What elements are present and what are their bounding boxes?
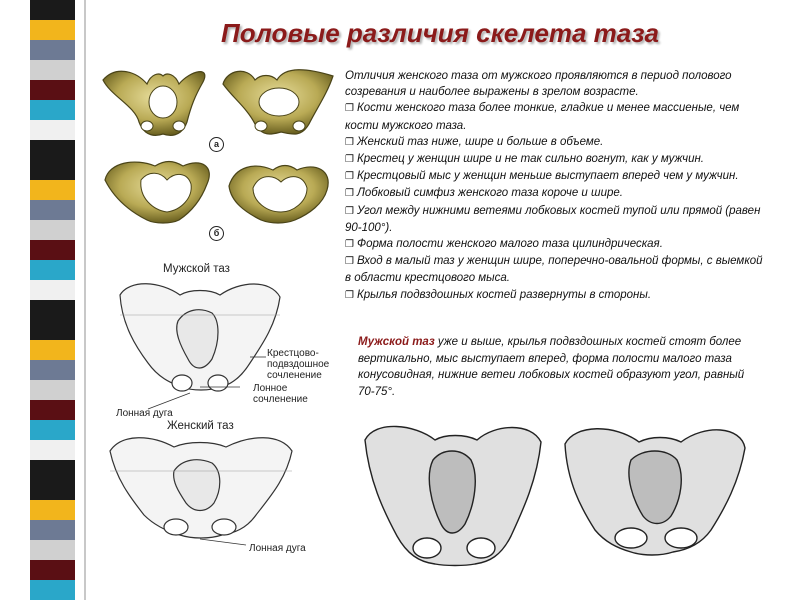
bullet-text: Крестец у женщин шире и не так сильно вогнут, как у мужчин. bbox=[356, 153, 704, 166]
stripe-segment bbox=[30, 540, 75, 560]
pelvis-schematic-figure bbox=[100, 275, 340, 565]
bullet-item bbox=[345, 100, 770, 133]
pelvis-engraving-figure bbox=[355, 420, 750, 570]
stripe-segment bbox=[30, 280, 75, 300]
sacroiliac-label bbox=[267, 348, 329, 381]
male-pelvis-front-photo bbox=[103, 71, 205, 135]
bullet-item bbox=[345, 287, 770, 304]
pelvis-photo-figure bbox=[95, 62, 340, 252]
checkbox-bullet-icon: ❐ bbox=[345, 103, 354, 115]
figure-letter-a: а bbox=[209, 137, 224, 152]
stripe-segment bbox=[30, 340, 75, 360]
bullet-text: Крылья подвздошных костей развернуты в стороны. bbox=[356, 288, 652, 301]
female-pelvis-schematic bbox=[110, 438, 292, 538]
checkbox-bullet-icon: ❐ bbox=[345, 136, 354, 148]
bullet-item bbox=[345, 185, 770, 202]
stripe-segment bbox=[30, 300, 75, 320]
pubic-arch-label-top: Лонная дуга bbox=[116, 408, 173, 419]
stripe-segment bbox=[30, 500, 75, 520]
stripe-segment bbox=[30, 240, 75, 260]
stripe-segment bbox=[30, 260, 75, 280]
bullet-item bbox=[345, 151, 770, 168]
stripe-segment bbox=[30, 120, 75, 140]
female-pelvis-engraving bbox=[565, 429, 745, 555]
stripe-segment bbox=[30, 200, 75, 220]
bullet-item bbox=[345, 236, 770, 253]
sacroiliac-label-line: Крестцово- bbox=[267, 348, 319, 359]
male-pelvis-note-text: уже и выше, крылья подвздошных костей стоят более вертикально, мыс выступает вперед, форма полости малого таза конусовидная, нижние ветеи лобковых костей образуют угол, равный 70-75°. bbox=[358, 336, 745, 398]
bullet-text: Форма полости женского малого таза цилиндрическая. bbox=[356, 238, 663, 251]
leader-line bbox=[200, 539, 246, 545]
stripe-segment bbox=[30, 460, 75, 480]
female-pelvis-front-photo bbox=[223, 70, 333, 134]
intro-paragraph: Отличия женского таза от мужского проявляются в период полового созревания и наиболее выражены в зрелом возрасте. bbox=[345, 70, 732, 99]
stripe-segment bbox=[30, 360, 75, 380]
stripe-segment bbox=[30, 440, 75, 460]
stripe-segment bbox=[30, 400, 75, 420]
bullet-item bbox=[345, 203, 770, 236]
male-pelvis-schematic bbox=[120, 284, 280, 391]
stripe-segment bbox=[30, 520, 75, 540]
checkbox-bullet-icon: ❐ bbox=[345, 188, 354, 200]
male-pelvis-note-lead: Мужской таз bbox=[358, 336, 435, 348]
decorative-stripe-bar bbox=[30, 0, 75, 600]
bullet-text: Женский таз ниже, шире и больше в объеме. bbox=[356, 135, 604, 148]
pubic-symphysis-label-line: Лонное bbox=[253, 383, 288, 394]
stripe-segment bbox=[30, 80, 75, 100]
differences-text bbox=[345, 68, 770, 304]
stripe-segment bbox=[30, 220, 75, 240]
female-pelvis-heading: Женский таз bbox=[167, 420, 234, 432]
bullet-item bbox=[345, 253, 770, 286]
page-title: Половые различия скелета таза bbox=[221, 18, 659, 48]
bullet-text: Кости женского таза более тонкие, гладкие и менее массиеные, чем кости мужского таза. bbox=[345, 102, 740, 132]
bullet-item bbox=[345, 134, 770, 151]
checkbox-bullet-icon: ❐ bbox=[345, 154, 354, 166]
sacroiliac-label-line: сочленение bbox=[267, 370, 322, 381]
stripe-segment bbox=[30, 20, 75, 40]
stripe-segment bbox=[30, 100, 75, 120]
stripe-segment bbox=[30, 420, 75, 440]
pubic-arch-label-bottom: Лонная дуга bbox=[249, 543, 306, 554]
bullet-item bbox=[345, 168, 770, 185]
checkbox-bullet-icon: ❐ bbox=[345, 256, 354, 268]
checkbox-bullet-icon: ❐ bbox=[345, 289, 354, 301]
figure-letter-b: б bbox=[209, 226, 224, 241]
stripe-segment bbox=[30, 60, 75, 80]
leader-line bbox=[148, 393, 190, 409]
bullet-text: Угол между нижними ветеями лобковых костей тупой или прямой (равен 90-100°). bbox=[345, 204, 761, 234]
female-pelvis-top-photo bbox=[229, 166, 328, 224]
divider-line bbox=[84, 0, 86, 600]
bullet-text: Лобковый симфиз женского таза короче и шире. bbox=[356, 187, 623, 200]
stripe-segment bbox=[30, 160, 75, 180]
sacroiliac-label-line: подвздошное bbox=[267, 359, 330, 370]
male-pelvis-heading: Мужской таз bbox=[163, 263, 230, 275]
bullet-text: Вход в малый таз у женщин шире, поперечно-овальной формы, с выемкой в области крестцового мыса. bbox=[345, 255, 763, 285]
stripe-segment bbox=[30, 40, 75, 60]
stripe-segment bbox=[30, 560, 75, 580]
male-pelvis-note bbox=[358, 334, 758, 400]
pubic-symphysis-label bbox=[253, 383, 308, 405]
stripe-segment bbox=[30, 0, 75, 20]
male-pelvis-top-photo bbox=[105, 162, 209, 224]
checkbox-bullet-icon: ❐ bbox=[345, 171, 354, 183]
stripe-segment bbox=[30, 480, 75, 500]
stripe-segment bbox=[30, 380, 75, 400]
stripe-segment bbox=[30, 180, 75, 200]
male-pelvis-engraving bbox=[365, 426, 541, 565]
checkbox-bullet-icon: ❐ bbox=[345, 239, 354, 251]
stripe-segment bbox=[30, 580, 75, 600]
pubic-symphysis-label-line: сочленение bbox=[253, 394, 308, 405]
bullet-text: Крестцовый мыс у женщин меньше выступает вперед чем у мужчин. bbox=[356, 170, 739, 183]
stripe-segment bbox=[30, 320, 75, 340]
stripe-segment bbox=[30, 140, 75, 160]
checkbox-bullet-icon: ❐ bbox=[345, 205, 354, 217]
